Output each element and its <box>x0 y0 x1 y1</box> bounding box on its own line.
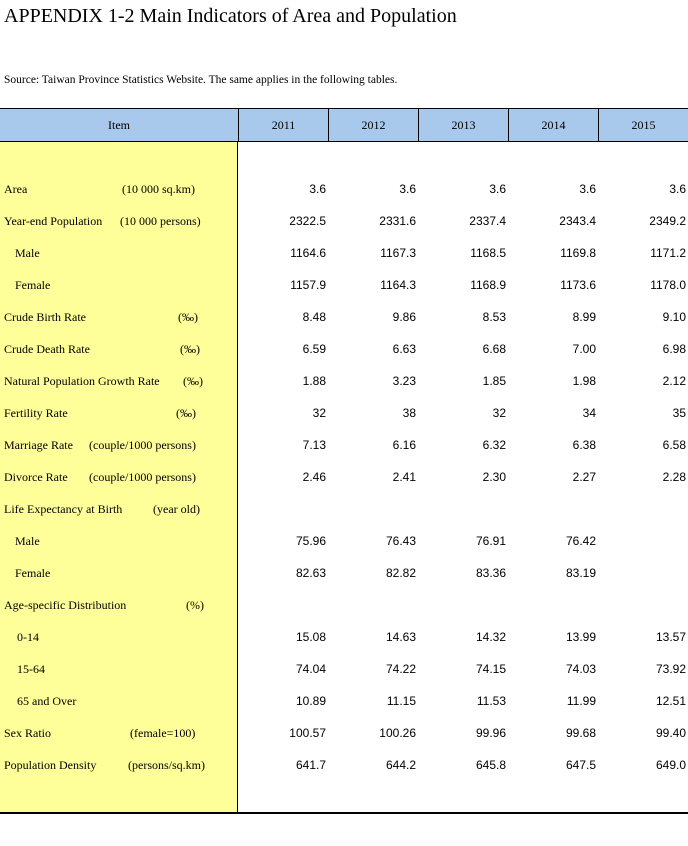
table-cell: 645.8 <box>475 758 506 772</box>
table-cell: 6.59 <box>302 342 326 356</box>
table-cell: 99.40 <box>655 726 686 740</box>
table-cell: 2349.2 <box>649 214 686 228</box>
table-cell: 644.2 <box>385 758 416 772</box>
table-cell: 3.6 <box>669 182 686 196</box>
table-cell: 32 <box>312 406 326 420</box>
table-cell: 14.63 <box>385 630 416 644</box>
row-unit: (couple/1000 persons) <box>89 438 196 452</box>
table-cell: 2343.4 <box>559 214 596 228</box>
row-label: Life Expectancy at Birth <box>4 502 123 516</box>
table-cell: 1173.6 <box>560 278 596 292</box>
table-cell: 2.28 <box>662 470 686 484</box>
table-cell: 8.99 <box>572 310 596 324</box>
row-unit: (10 000 persons) <box>120 214 201 228</box>
header-year: 2013 <box>418 109 508 141</box>
row-unit: (10 000 sq.km) <box>122 182 195 196</box>
source-note: Source: Taiwan Province Statistics Website. The same applies in the following tables. <box>4 74 398 86</box>
table-cell: 1.88 <box>302 374 326 388</box>
table-cell: 76.91 <box>475 534 506 548</box>
row-label: Male <box>15 246 40 260</box>
table-cell: 34 <box>582 406 596 420</box>
row-label: Age-specific Distribution <box>4 598 127 612</box>
table-cell: 83.36 <box>475 566 506 580</box>
header-item: Item <box>108 118 130 132</box>
table-cell: 99.68 <box>565 726 596 740</box>
row-label: Year-end Population <box>4 214 103 228</box>
table-cell: 99.96 <box>475 726 506 740</box>
row-label: Marriage Rate <box>4 438 73 452</box>
table-cell: 82.63 <box>295 566 326 580</box>
table-cell: 6.98 <box>662 342 686 356</box>
table-cell: 1167.3 <box>380 246 416 260</box>
table-cell: 82.82 <box>385 566 416 580</box>
table-cell: 1168.9 <box>470 278 506 292</box>
table-cell: 6.32 <box>482 438 506 452</box>
row-label: Natural Population Growth Rate <box>4 374 160 388</box>
table-cell: 11.53 <box>476 694 506 708</box>
row-label: Crude Death Rate <box>4 342 90 356</box>
table-cell: 8.53 <box>482 310 506 324</box>
table-cell: 100.26 <box>379 726 416 740</box>
table-cell: 73.92 <box>655 662 686 676</box>
table-cell: 11.99 <box>566 694 596 708</box>
table-cell: 14.32 <box>475 630 506 644</box>
table-cell: 74.15 <box>475 662 506 676</box>
row-label: 65 and Over <box>17 694 77 708</box>
table-cell: 75.96 <box>295 534 326 548</box>
table-cell: 6.68 <box>482 342 506 356</box>
table-cell: 100.57 <box>289 726 326 740</box>
table-header <box>0 108 688 142</box>
table-cell: 3.23 <box>392 374 416 388</box>
table-cell: 1169.8 <box>560 246 596 260</box>
row-label: Fertility Rate <box>4 406 68 420</box>
row-unit: (‰) <box>183 374 203 388</box>
table-cell: 1157.9 <box>290 278 326 292</box>
table-cell: 12.51 <box>655 694 686 708</box>
table-cell: 1164.3 <box>380 278 416 292</box>
table-cell: 641.7 <box>295 758 326 772</box>
table-cell: 2322.5 <box>289 214 326 228</box>
table-cell: 2337.4 <box>469 214 506 228</box>
row-label: Area <box>4 182 28 196</box>
table-cell: 2331.6 <box>379 214 416 228</box>
table-cell: 15.08 <box>295 630 326 644</box>
table-cell: 2.46 <box>302 470 326 484</box>
table-cell: 38 <box>402 406 416 420</box>
row-label: Male <box>15 534 40 548</box>
table-cell: 3.6 <box>579 182 596 196</box>
table-cell: 3.6 <box>309 182 326 196</box>
table-cell: 649.0 <box>655 758 686 772</box>
row-label: Sex Ratio <box>4 726 51 740</box>
table-cell: 8.48 <box>302 310 326 324</box>
table-cell: 76.42 <box>565 534 596 548</box>
row-label: Female <box>15 566 51 580</box>
table-cell: 3.6 <box>399 182 416 196</box>
table-cell: 2.27 <box>572 470 596 484</box>
table-cell: 11.15 <box>386 694 416 708</box>
table-cell: 6.63 <box>392 342 416 356</box>
table-cell: 10.89 <box>295 694 326 708</box>
table-cell: 6.16 <box>392 438 416 452</box>
table-cell: 76.43 <box>385 534 416 548</box>
table-cell: 9.10 <box>662 310 686 324</box>
row-unit: (‰) <box>180 342 200 356</box>
row-unit: (female=100) <box>130 726 196 740</box>
table-cell: 1164.6 <box>290 246 326 260</box>
header-year: 2011 <box>238 109 328 141</box>
header-year: 2015 <box>598 109 688 141</box>
row-label: Female <box>15 278 51 292</box>
table-cell: 1.85 <box>482 374 506 388</box>
header-year: 2012 <box>328 109 418 141</box>
row-unit: (year old) <box>153 502 200 516</box>
table-cell: 74.04 <box>295 662 326 676</box>
table-cell: 74.03 <box>565 662 596 676</box>
row-label: Divorce Rate <box>4 470 68 484</box>
header-year: 2014 <box>508 109 598 141</box>
table-cell: 32 <box>492 406 506 420</box>
table-cell: 1178.0 <box>650 278 686 292</box>
page-title: APPENDIX 1-2 Main Indicators of Area and Population <box>4 5 457 27</box>
table-cell: 35 <box>672 406 686 420</box>
table-cell: 13.57 <box>655 630 686 644</box>
table-cell: 6.58 <box>662 438 686 452</box>
row-label: 15-64 <box>17 662 45 676</box>
row-unit: (‰) <box>176 406 196 420</box>
table-cell: 83.19 <box>565 566 596 580</box>
table-cell: 13.99 <box>565 630 596 644</box>
row-label: Crude Birth Rate <box>4 310 86 324</box>
table-cell: 647.5 <box>565 758 596 772</box>
table-cell: 1168.5 <box>470 246 506 260</box>
row-unit: (‰) <box>178 310 198 324</box>
table-cell: 2.30 <box>482 470 506 484</box>
table-cell: 7.13 <box>302 438 326 452</box>
table-cell: 2.12 <box>662 374 686 388</box>
row-unit: (couple/1000 persons) <box>89 470 196 484</box>
table-cell: 2.41 <box>392 470 416 484</box>
table-bottom-rule <box>0 812 688 814</box>
table-cell: 6.38 <box>572 438 596 452</box>
row-unit: (%) <box>186 598 204 612</box>
table-cell: 74.22 <box>385 662 416 676</box>
table-cell: 1171.2 <box>650 246 686 260</box>
table-cell: 3.6 <box>489 182 506 196</box>
row-label: Population Density <box>4 758 97 772</box>
table-cell: 1.98 <box>572 374 596 388</box>
table-cell: 7.00 <box>572 342 596 356</box>
row-unit: (persons/sq.km) <box>128 758 205 772</box>
row-label: 0-14 <box>17 630 39 644</box>
table-cell: 9.86 <box>392 310 416 324</box>
